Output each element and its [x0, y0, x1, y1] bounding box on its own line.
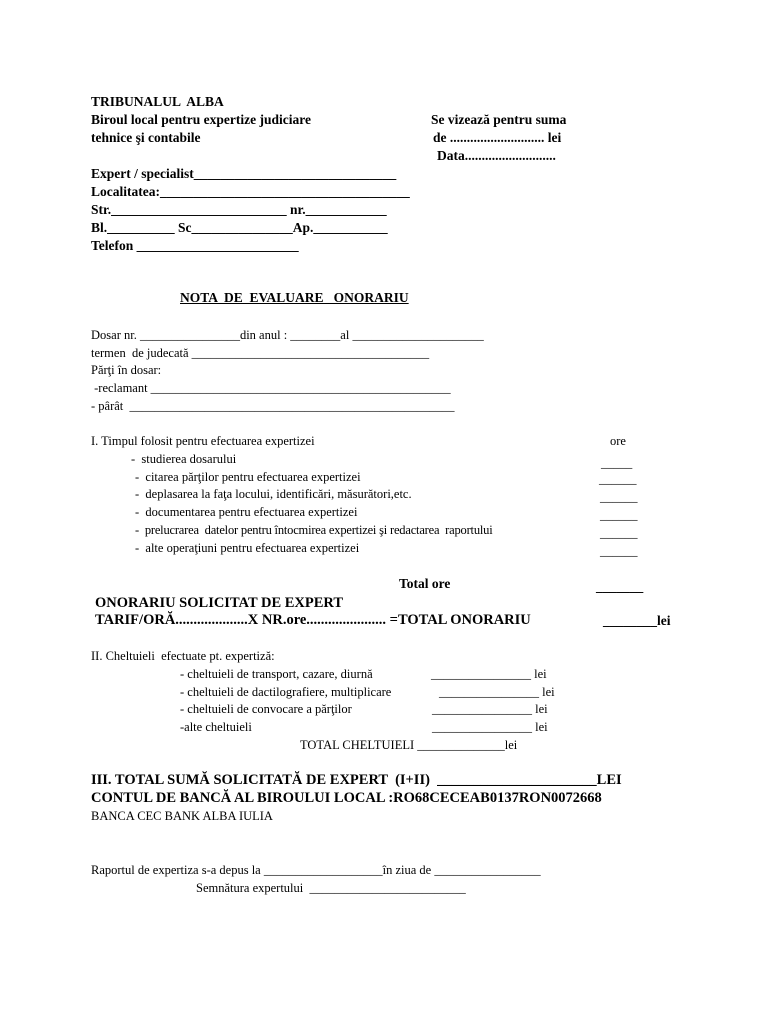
expert-field: Expert / specialist______________________________	[91, 166, 397, 181]
street-field: Str.__________________________ nr.____________	[91, 202, 387, 217]
hours-label: ore	[610, 434, 626, 448]
bank-account: CONTUL DE BANCĂ AL BIROULUI LOCAL :RO68CECEAB0137RON0072668	[91, 790, 602, 806]
section1-heading: I. Timpul folosit pentru efectuarea expertizei	[91, 434, 315, 448]
signature-field: Semnătura expertului _________________________	[196, 881, 466, 895]
visa-amount: de ............................ lei	[433, 130, 562, 145]
plaintiff-field: -reclamant ________________________________________________	[91, 381, 451, 395]
total-hours-blank: _______	[596, 579, 644, 594]
grand-total: III. TOTAL SUMĂ SOLICITATĂ DE EXPERT (I+II) ______________________LEI	[91, 772, 622, 788]
hours-blank: ______	[600, 526, 638, 540]
section1-item: - documentarea pentru efectuarea expertizei	[135, 505, 358, 519]
bank-name: BANCA CEC BANK ALBA IULIA	[91, 809, 273, 823]
report-submitted-field: Raportul de expertiza s-a depus la ___________________în ziua de _________________	[91, 863, 541, 877]
fee-total-blank: ________lei	[603, 613, 671, 628]
expense-blank: ________________ lei	[431, 667, 547, 681]
section1-item: - alte operaţiuni pentru efectuarea expertizei	[135, 541, 360, 555]
section1-item: - prelucrarea datelor pentru întocmirea expertizei şi redactarea raportului	[135, 523, 493, 537]
phone-field: Telefon ________________________	[91, 238, 299, 253]
expense-blank: ________________ lei	[432, 720, 548, 734]
hours-blank: ______	[599, 472, 637, 486]
expense-blank: ________________ lei	[439, 685, 555, 699]
dossier-field: Dosar nr. ________________din anul : ________al _____________________	[91, 328, 484, 342]
locality-field: Localitatea:_____________________________________	[91, 184, 410, 199]
section1-item: - citarea părţilor pentru efectuarea expertizei	[135, 470, 361, 484]
defendant-field: - pârât ____________________________________________________	[91, 399, 455, 413]
expense-item: - cheltuieli de transport, cazare, diurnă	[180, 667, 373, 681]
visa-line1: Se vizează pentru suma	[431, 112, 567, 127]
office-name-line1: Biroul local pentru expertize judiciare	[91, 112, 311, 127]
hours-blank: ______	[600, 490, 638, 504]
term-field: termen de judecată ______________________________________	[91, 346, 430, 360]
office-name-line2: tehnice şi contabile	[91, 130, 201, 145]
expense-item: -alte cheltuieli	[180, 720, 252, 734]
hours-blank: ______	[600, 508, 638, 522]
fee-formula: TARIF/ORĂ....................X NR.ore...................... =TOTAL ONORARIU	[95, 612, 531, 628]
hours-blank: ______	[600, 544, 638, 558]
page-title: NOTA DE EVALUARE ONORARIU	[180, 290, 409, 305]
visa-date: Data...........................	[437, 148, 556, 163]
section1-item: - studierea dosarului	[131, 452, 237, 466]
total-hours-label: Total ore	[399, 576, 451, 591]
hours-blank: _____	[601, 456, 633, 470]
expenses-total: TOTAL CHELTUIELI ______________lei	[300, 738, 518, 752]
parties-label: Părţi în dosar:	[91, 363, 162, 377]
block-field: Bl.__________ Sc_______________Ap.___________	[91, 220, 388, 235]
expense-item: - cheltuieli de dactilografiere, multiplicare	[180, 685, 392, 699]
section2-heading: II. Cheltuieli efectuate pt. expertiză:	[91, 649, 275, 663]
fee-heading: ONORARIU SOLICITAT DE EXPERT	[95, 595, 344, 611]
court-name: TRIBUNALUL ALBA	[91, 94, 224, 109]
section1-item: - deplasarea la faţa locului, identificări, măsurători,etc.	[135, 487, 412, 501]
expense-item: - cheltuieli de convocare a părţilor	[180, 702, 352, 716]
expense-blank: ________________ lei	[432, 702, 548, 716]
